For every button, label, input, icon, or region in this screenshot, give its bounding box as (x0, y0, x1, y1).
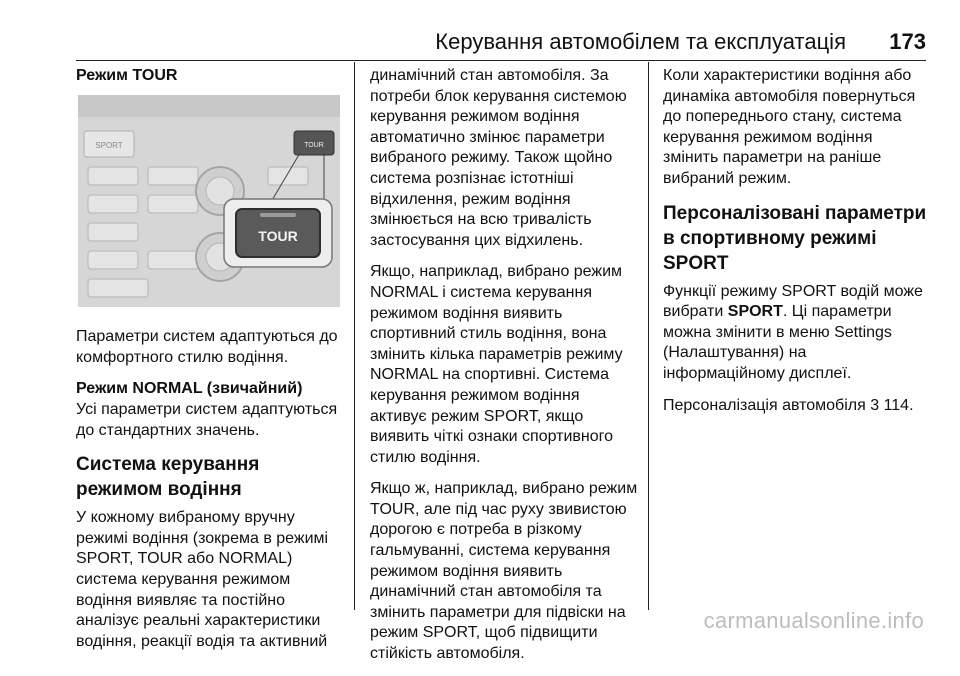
page-reference-link[interactable]: 114. (879, 396, 914, 414)
page-header (76, 28, 926, 58)
col3-paragraph-2: Функції режиму SPORT водій може вибрати SPORT. Ці параметри можна змінити в меню Settings (Налаштування) на інформаційному дисплеї. (663, 282, 923, 382)
sport-keyword: SPORT (727, 303, 783, 321)
col2-paragraph-2: Якщо, наприклад, вибрано режим NORMAL і система керування режимом водіння виявить спортивний стиль водіння, вона змінить кілька параметрів режиму NORMAL на спортивні. Система керування режимом водіння активує режим SPORT, якщо виявить чіткі ознаки спортивного стилю водіння. (370, 263, 623, 466)
drive-mode-control-text: У кожному вибраному вручну режимі водіння (зокрема в режимі SPORT, TOUR або NORMAL) система керування режимом водіння виявляє та постійно аналізує реальні характеристики водіння, реакції водія та активний (76, 509, 329, 650)
heading-drive-mode-control: Система керування режимом водіння (76, 454, 260, 501)
column-2 (370, 66, 638, 676)
tour-button-small-label: TOUR (304, 141, 324, 149)
normal-mode-description: Усі параметри систем адаптуються до стандартних значень. (76, 400, 338, 439)
tour-mode-description: Параметри систем адаптуються до комфортного стилю водіння. (76, 328, 338, 366)
heading-tour-mode: Режим TOUR (76, 67, 178, 84)
header-rule (76, 60, 926, 61)
col2-paragraph-3: Якщо ж, наприклад, вибрано режим TOUR, але під час руху звивистою дорогою є потреба в різкому гальмуванні, система керування режимом водіння виявить динамічний стан автомобіля та змінить параметри для підвіски на режим SPORT, щоб підвищити стійкість автомобіля. (370, 480, 638, 663)
column-divider-2 (648, 62, 649, 610)
column-3 (663, 66, 931, 427)
column-1 (76, 66, 344, 663)
page-reference-arrow-icon: 3 (870, 396, 880, 414)
col3-paragraph-1: Коли характеристики водіння або динаміка автомобіля повернуться до попереднього стану, система керування режимом водіння змінить параметри на раніше вибраний режим. (663, 67, 916, 187)
page-number: 173 (889, 29, 926, 54)
tour-button-zoom-label: TOUR (258, 227, 298, 244)
heading-sport-personalization: Персоналізовані параметри в спортивному режимі SPORT (663, 202, 927, 274)
sport-button-label: SPORT (95, 140, 123, 150)
col3-paragraph-3: Персоналізація автомобіля 3 114. (663, 396, 914, 414)
running-title: Керування автомобілем та експлуатація (435, 29, 846, 54)
column-divider-1 (354, 62, 355, 610)
heading-normal-mode: Режим NORMAL (звичайний) (76, 380, 303, 398)
watermark: carmanualsonline.info (703, 608, 924, 633)
col2-paragraph-1: динамічний стан автомобіля. За потреби блок керування системою керування режимом водіння автоматично змінює параметри вибраного режиму. Також щойно система розпізнає істотніші відхилення, режим водіння змінюється на всю тривалість застосування цих відхилень. (370, 67, 627, 249)
tour-button-figure (78, 95, 340, 307)
